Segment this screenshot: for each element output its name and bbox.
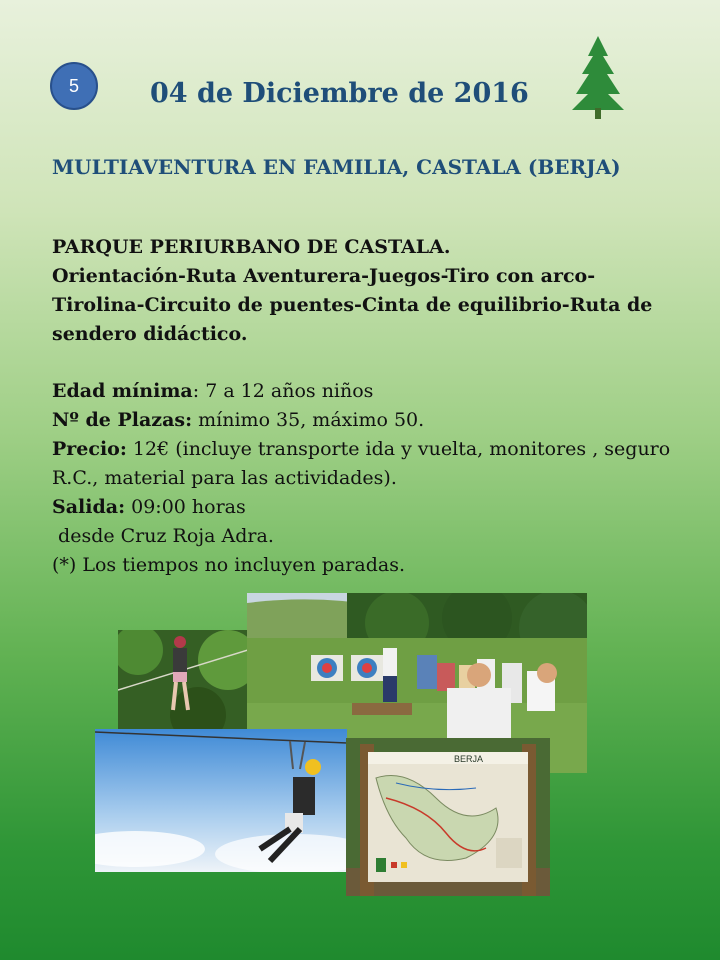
number-badge <box>50 62 98 110</box>
min-age-label: Edad mínima <box>52 380 193 402</box>
map-sign-title: BERJA <box>454 754 484 764</box>
departure-label: Salida: <box>52 496 126 518</box>
activity-info <box>52 377 682 580</box>
number-badge-label: 5 <box>68 75 79 96</box>
note-line: (*) Los tiempos no incluyen paradas. <box>52 554 405 576</box>
places-value: mínimo 35, máximo 50. <box>192 409 425 431</box>
departure-line <box>52 493 682 522</box>
min-age-value: : 7 a 12 años niños <box>192 380 374 402</box>
places-label: Nº de Plazas: <box>52 409 193 431</box>
price-line <box>52 435 682 493</box>
min-age-line <box>52 377 682 406</box>
activities-list: Orientación-Ruta Aventurera-Juegos-Tiro con arco-Tirolina-Circuito de puentes-Cinta de equilibrio-Ruta de sendero didáctico. <box>52 265 653 345</box>
departure-place: desde Cruz Roja Adra. <box>52 525 274 547</box>
park-name: PARQUE PERIURBANO DE CASTALA. <box>52 236 451 258</box>
zipline-photo <box>95 729 347 872</box>
price-label: Precio: <box>52 438 127 460</box>
pine-tree-icon <box>568 34 628 120</box>
trail-map-sign-photo <box>346 738 550 896</box>
price-value: 12€ (incluye transporte ida y vuelta, monitores , seguro R.C., material para las actividades). <box>52 438 671 489</box>
activity-description <box>52 233 682 349</box>
activity-subtitle: MULTIAVENTURA EN FAMILIA, CASTALA (BERJA) <box>52 155 621 179</box>
page-date-title: 04 de Diciembre de 2016 <box>150 78 529 109</box>
places-line <box>52 406 682 435</box>
departure-value: 09:00 horas <box>125 496 246 518</box>
rope-course-photo <box>118 630 248 730</box>
